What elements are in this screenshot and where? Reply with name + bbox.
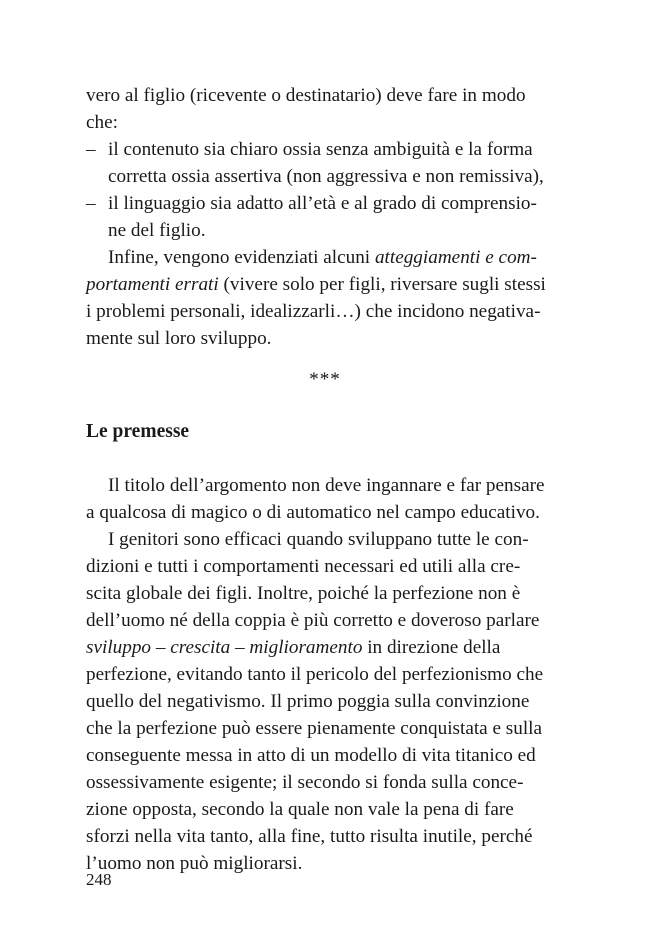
section-heading: Le premesse [86,421,190,442]
text-line: I genitori sono efficaci quando sviluppano tutte le con- [108,529,529,550]
text-line: dell’uomo né della coppia è più corretto e doveroso parlare [86,610,540,631]
text-line: l’uomo non può migliorarsi. [86,853,303,874]
text-line: ne del figlio. [108,220,206,241]
text-span: in direzione della [362,637,501,658]
text-line: perfezione, evitando tanto il pericolo del perfezionismo che [86,664,544,685]
italic-span: atteggiamenti e com- [374,247,537,268]
text-line: i problemi personali, idealizzarli…) che incidono negativa- [86,301,541,322]
text-line: Il titolo dell’argomento non deve ingannare e far pensare [108,475,545,496]
text-line: ossessivamente esigente; il secondo si fonda sulla conce- [86,772,524,793]
text-line: zione opposta, secondo la quale non vale la pena di fare [86,799,514,820]
list-item [86,136,564,190]
text-line: conseguente messa in atto di un modello di vita titanico ed [86,745,536,766]
text-line [86,244,564,271]
text-line: a qualcosa di magico o di automatico nel campo educativo. [86,502,540,523]
text-line [86,271,564,298]
dash-bullet: – [86,193,96,214]
text-span: (vivere solo per figli, riversare sugli stessi [218,274,546,295]
text-line: che la perfezione può essere pienamente conquistata e sulla [86,718,543,739]
text-span: Infine, vengono evidenziati alcuni [108,247,375,268]
text-line [86,634,564,661]
dash-bullet: – [86,139,96,160]
italic-span: sviluppo – crescita – miglioramento [86,637,363,658]
text-line: il contenuto sia chiaro ossia senza ambiguità e la forma [108,139,533,160]
page-number: 248 [86,870,112,889]
page-body [86,82,564,877]
text-line: mente sul loro sviluppo. [86,328,272,349]
text-line: scita globale dei figli. Inoltre, poiché la perfezione non è [86,583,521,604]
text-line: dizioni e tutti i comportamenti necessari ed utili alla cre- [86,556,521,577]
text-line: corretta ossia assertiva (non aggressiva e non remissiva), [108,166,544,187]
section-ornament: *** [309,369,341,390]
list-item [86,190,564,244]
text-line: quello del negativismo. Il primo poggia sulla convinzione [86,691,530,712]
text-line: che: [86,112,118,133]
italic-span: portamenti errati [86,274,219,295]
text-line: il linguaggio sia adatto all’età e al grado di comprensio- [108,193,537,214]
text-line: sforzi nella vita tanto, alla fine, tutto risulta inutile, perché [86,826,533,847]
text-line: vero al figlio (ricevente o destinatario) deve fare in modo [86,85,526,106]
